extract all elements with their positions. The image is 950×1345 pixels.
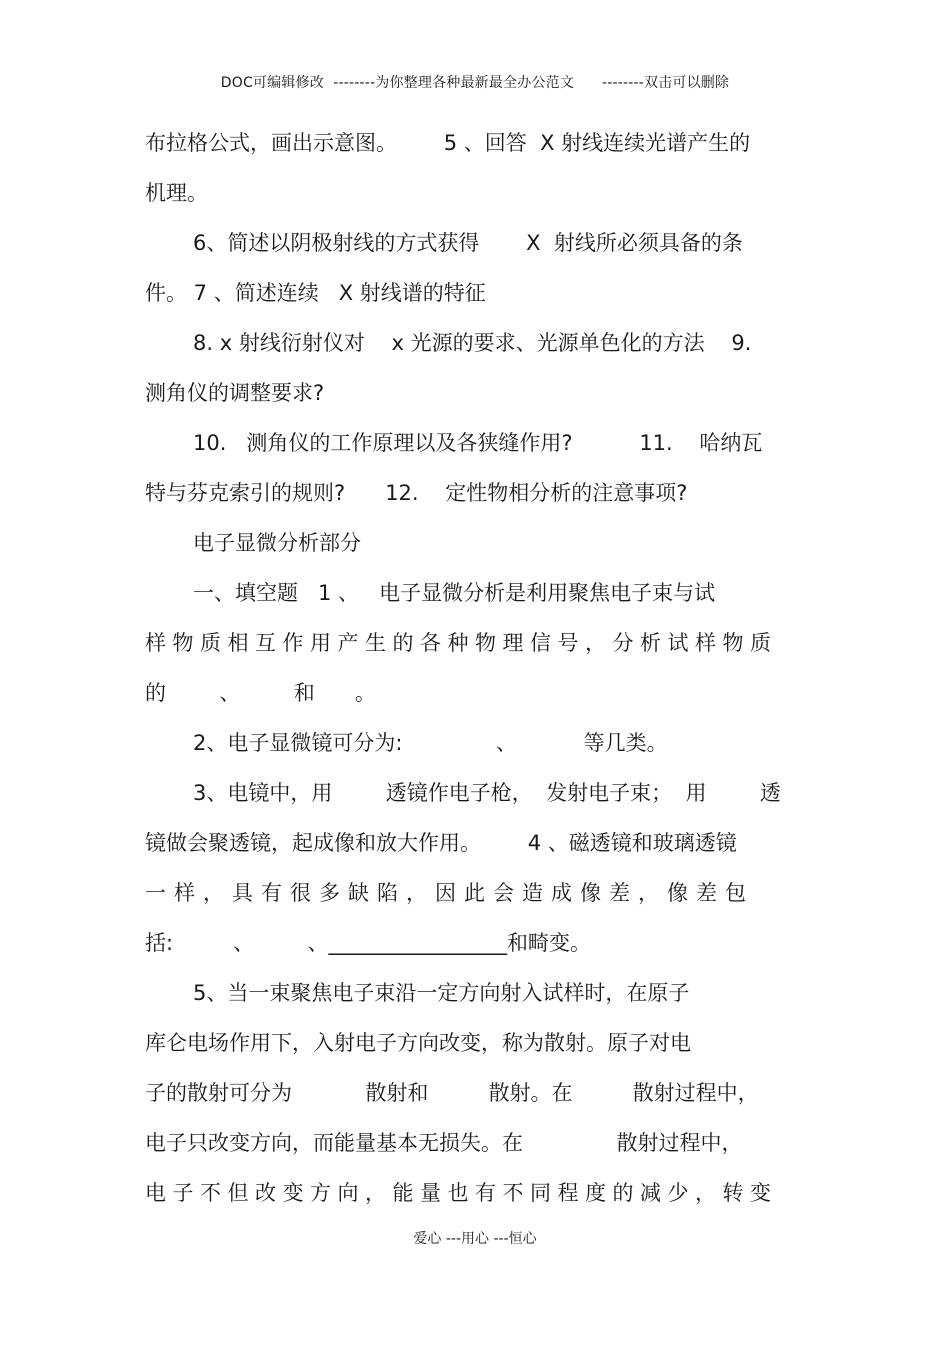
section-heading: 电子显微分析部分: [193, 531, 361, 555]
text-line: 8. x 射线衍射仪对 x 光源的要求、光源单色化的方法 9.: [193, 331, 752, 355]
text-line: 5、当一束聚焦电子束沿一定方向射入试样时，在原子: [193, 981, 690, 1005]
text-line: 的 、 和 。: [145, 681, 376, 705]
text-line: 3、电镜中，用 透镜作电子枪， 发射电子束； 用 透: [193, 781, 781, 805]
text-line: 2、电子显微镜可分为: 、 等几类。: [193, 731, 668, 755]
text-line: 测角仪的调整要求?: [145, 381, 325, 405]
text-line: 6、简述以阴极射线的方式获得 X 射线所必须具备的条: [193, 231, 743, 255]
text-line: 库仑电场作用下，入射电子方向改变，称为散射。原子对电: [145, 1031, 691, 1055]
text-line: 电子不但改变方向，能量也有不同程度的减少，转变: [145, 1181, 778, 1205]
text-line: 10. 测角仪的工作原理以及各狭缝作用? 11. 哈纳瓦: [193, 431, 763, 455]
page-footer: 爱心 ---用心 ---恒心: [413, 1231, 537, 1247]
text-line: 特与芬克索引的规则? 12. 定性物相分析的注意事项?: [145, 481, 688, 505]
text-line: 机理。: [145, 181, 208, 205]
text-line: 括: 、 、_________________和畸变。: [145, 931, 592, 955]
text-line: 件。 7 、简述连续 X 射线谱的特征: [145, 281, 486, 305]
text-line: 电子只改变方向，而能量基本无损失。在 散射过程中，: [145, 1131, 743, 1155]
text-line: 镜做会聚透镜，起成像和放大作用。 4 、磁透镜和玻璃透镜: [145, 831, 737, 855]
text-line: 一样，具有很多缺陷，因此会造成像差，像差包: [145, 881, 754, 905]
document-body: [145, 118, 805, 1218]
text-line: 布拉格公式，画出示意图。 5 、回答 X 射线连续光谱产生的: [145, 131, 751, 155]
page-header: DOC可编辑修改 --------为你整理各种最新最全办公范文 --------双击可以删除: [220, 75, 730, 91]
text-line: 样物质相互作用产生的各种物理信号，分析试样物质: [145, 631, 778, 655]
text-line: 一、填空题 1 、 电子显微分析是利用聚焦电子束与试: [193, 581, 716, 605]
text-line: 子的散射可分为 散射和 散射。在 散射过程中，: [145, 1081, 759, 1105]
